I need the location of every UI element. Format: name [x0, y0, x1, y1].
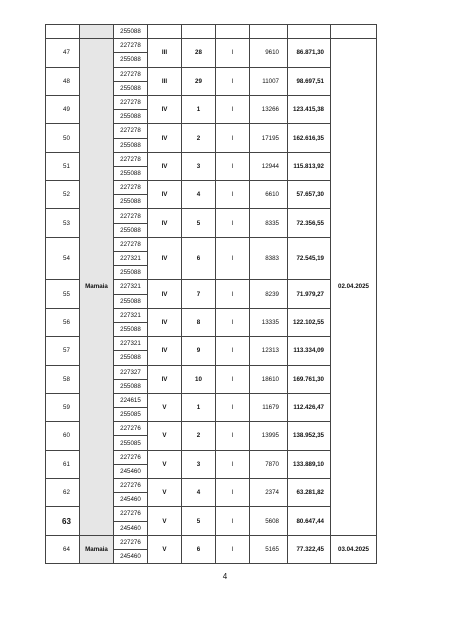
cadastral-cell: 255088	[114, 53, 148, 67]
cadastral-cell: 227278	[114, 152, 148, 166]
area-cell: 13995	[250, 422, 288, 450]
cadastral-cell: 227278	[114, 181, 148, 195]
lot-cell: 7	[182, 280, 216, 308]
cadastral-cell: 227321	[114, 337, 148, 351]
block-cell: IV	[148, 365, 182, 393]
class-cell: I	[216, 209, 250, 237]
lot-cell: 5	[182, 507, 216, 535]
area-cell: 8383	[250, 237, 288, 280]
location-cell	[80, 25, 114, 39]
nr-cell: 48	[46, 67, 80, 95]
area-cell: 13266	[250, 95, 288, 123]
lot-cell: 29	[182, 67, 216, 95]
class-cell: I	[216, 479, 250, 507]
block-cell	[148, 25, 182, 39]
table-row	[46, 39, 377, 53]
value-cell: 113.334,09	[288, 337, 331, 365]
lot-cell: 10	[182, 365, 216, 393]
area-cell: 8335	[250, 209, 288, 237]
cadastral-cell: 227278	[114, 124, 148, 138]
cadastral-cell: 245460	[114, 521, 148, 535]
class-cell: I	[216, 393, 250, 421]
value-cell: 133.889,10	[288, 450, 331, 478]
lot-cell: 28	[182, 39, 216, 67]
value-cell: 123.415,38	[288, 95, 331, 123]
page-number: 4	[222, 572, 228, 581]
lot-cell: 4	[182, 479, 216, 507]
cadastral-cell: 255088	[114, 25, 148, 39]
value-cell: 138.952,35	[288, 422, 331, 450]
nr-cell: 59	[46, 393, 80, 421]
area-cell: 12944	[250, 152, 288, 180]
class-cell: I	[216, 308, 250, 336]
lot-cell: 6	[182, 535, 216, 563]
lot-cell: 2	[182, 422, 216, 450]
class-cell: I	[216, 152, 250, 180]
block-cell: V	[148, 450, 182, 478]
cadastral-cell: 245460	[114, 464, 148, 478]
block-cell: IV	[148, 152, 182, 180]
class-cell: I	[216, 450, 250, 478]
value-cell: 86.871,30	[288, 39, 331, 67]
cadastral-cell: 227278	[114, 237, 148, 251]
block-cell: V	[148, 535, 182, 563]
lot-cell: 4	[182, 181, 216, 209]
lot-cell: 8	[182, 308, 216, 336]
area-cell: 2374	[250, 479, 288, 507]
lot-cell: 3	[182, 152, 216, 180]
block-cell: IV	[148, 308, 182, 336]
lot-cell: 3	[182, 450, 216, 478]
location-cell: Mamaia	[80, 535, 114, 563]
cadastral-cell: 227321	[114, 308, 148, 322]
nr-cell: 55	[46, 280, 80, 308]
area-cell: 8239	[250, 280, 288, 308]
area-cell: 9610	[250, 39, 288, 67]
date-cell	[331, 25, 377, 39]
nr-cell: 64	[46, 535, 80, 563]
cadastral-cell: 227276	[114, 479, 148, 493]
area-cell: 11007	[250, 67, 288, 95]
value-cell: 115.813,92	[288, 152, 331, 180]
cadastral-cell: 255088	[114, 166, 148, 180]
cadastral-cell: 224615	[114, 393, 148, 407]
nr-cell	[46, 25, 80, 39]
table-row-continuation	[46, 25, 377, 39]
block-cell: III	[148, 39, 182, 67]
class-cell: I	[216, 67, 250, 95]
value-cell: 72.356,55	[288, 209, 331, 237]
class-cell: I	[216, 39, 250, 67]
value-cell: 169.761,30	[288, 365, 331, 393]
cadastral-cell: 255085	[114, 436, 148, 450]
cadastral-cell: 227278	[114, 209, 148, 223]
area-cell: 5608	[250, 507, 288, 535]
area-cell: 12313	[250, 337, 288, 365]
location-cell: Mamaia	[80, 39, 114, 536]
cadastral-cell: 255088	[114, 294, 148, 308]
value-cell: 72.545,19	[288, 237, 331, 280]
cadastral-cell: 227327	[114, 365, 148, 379]
area-cell: 13335	[250, 308, 288, 336]
cadastral-cell: 227321	[114, 280, 148, 294]
nr-cell: 50	[46, 124, 80, 152]
block-cell: III	[148, 67, 182, 95]
cadastral-cell: 227276	[114, 450, 148, 464]
area-cell: 11679	[250, 393, 288, 421]
area-cell: 18610	[250, 365, 288, 393]
cadastral-cell: 255088	[114, 223, 148, 237]
date-cell: 03.04.2025	[331, 535, 377, 563]
nr-cell: 47	[46, 39, 80, 67]
cadastral-cell: 245460	[114, 493, 148, 507]
nr-cell: 52	[46, 181, 80, 209]
cadastral-cell: 227278	[114, 39, 148, 53]
class-cell: I	[216, 237, 250, 280]
land-plots-table	[45, 24, 377, 564]
area-cell: 7870	[250, 450, 288, 478]
table-row	[46, 535, 377, 549]
area-cell: 17195	[250, 124, 288, 152]
cadastral-cell: 255088	[114, 379, 148, 393]
nr-cell: 61	[46, 450, 80, 478]
block-cell: IV	[148, 280, 182, 308]
lot-cell: 5	[182, 209, 216, 237]
date-cell: 02.04.2025	[331, 39, 377, 536]
nr-cell: 57	[46, 337, 80, 365]
class-cell: I	[216, 124, 250, 152]
class-cell: I	[216, 535, 250, 563]
cadastral-cell: 227276	[114, 535, 148, 549]
block-cell: V	[148, 507, 182, 535]
nr-cell: 56	[46, 308, 80, 336]
value-cell: 71.979,27	[288, 280, 331, 308]
class-cell: I	[216, 95, 250, 123]
nr-cell: 63	[46, 507, 80, 535]
value-cell: 57.657,30	[288, 181, 331, 209]
area-cell	[250, 25, 288, 39]
block-cell: V	[148, 422, 182, 450]
nr-cell: 58	[46, 365, 80, 393]
nr-cell: 62	[46, 479, 80, 507]
area-cell: 6610	[250, 181, 288, 209]
class-cell: I	[216, 181, 250, 209]
lot-cell: 1	[182, 393, 216, 421]
cadastral-cell: 245460	[114, 549, 148, 563]
block-cell: IV	[148, 209, 182, 237]
value-cell: 77.322,45	[288, 535, 331, 563]
cadastral-cell: 255088	[114, 266, 148, 280]
block-cell: V	[148, 479, 182, 507]
block-cell: IV	[148, 124, 182, 152]
cadastral-cell: 255088	[114, 195, 148, 209]
nr-cell: 51	[46, 152, 80, 180]
class-cell	[216, 25, 250, 39]
value-cell: 98.697,51	[288, 67, 331, 95]
nr-cell: 49	[46, 95, 80, 123]
block-cell: IV	[148, 95, 182, 123]
cadastral-cell: 227276	[114, 422, 148, 436]
class-cell: I	[216, 365, 250, 393]
block-cell: V	[148, 393, 182, 421]
nr-cell: 53	[46, 209, 80, 237]
value-cell: 80.647,44	[288, 507, 331, 535]
area-cell: 5165	[250, 535, 288, 563]
class-cell: I	[216, 337, 250, 365]
cadastral-cell: 255088	[114, 351, 148, 365]
cadastral-cell: 255088	[114, 322, 148, 336]
value-cell	[288, 25, 331, 39]
value-cell: 63.281,82	[288, 479, 331, 507]
cadastral-cell: 255088	[114, 138, 148, 152]
cadastral-cell: 255088	[114, 81, 148, 95]
lot-cell: 6	[182, 237, 216, 280]
lot-cell	[182, 25, 216, 39]
value-cell: 122.102,55	[288, 308, 331, 336]
lot-cell: 2	[182, 124, 216, 152]
nr-cell: 60	[46, 422, 80, 450]
block-cell: IV	[148, 337, 182, 365]
block-cell: IV	[148, 237, 182, 280]
cadastral-cell: 227321	[114, 252, 148, 266]
cadastral-cell: 227276	[114, 507, 148, 521]
cadastral-cell: 255085	[114, 408, 148, 422]
class-cell: I	[216, 507, 250, 535]
cadastral-cell: 255088	[114, 110, 148, 124]
cadastral-cell: 227278	[114, 67, 148, 81]
class-cell: I	[216, 280, 250, 308]
block-cell: IV	[148, 181, 182, 209]
nr-cell: 54	[46, 237, 80, 280]
class-cell: I	[216, 422, 250, 450]
value-cell: 112.426,47	[288, 393, 331, 421]
lot-cell: 9	[182, 337, 216, 365]
lot-cell: 1	[182, 95, 216, 123]
cadastral-cell: 227278	[114, 95, 148, 109]
value-cell: 162.616,35	[288, 124, 331, 152]
